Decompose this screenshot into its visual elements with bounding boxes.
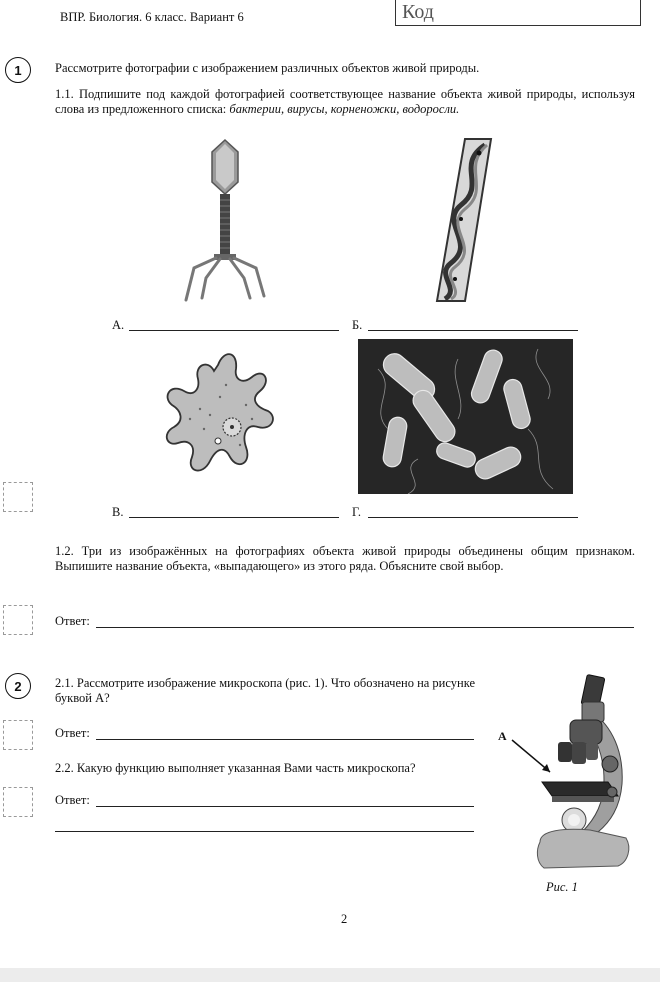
score-box-2-1[interactable] (3, 720, 33, 750)
score-box-2-2[interactable] (3, 787, 33, 817)
algae-image (425, 135, 505, 305)
answer-line-2-2a[interactable] (96, 806, 474, 807)
score-box-1-2[interactable] (3, 605, 33, 635)
microscope-image (500, 672, 640, 877)
label-v: В. (112, 505, 124, 519)
question-1-number: 1 (5, 57, 31, 83)
answer-line-1-2[interactable] (96, 627, 634, 628)
page-bottom-edge (0, 968, 660, 982)
label-b: Б. (352, 318, 363, 332)
task-1-1-words: бактерии, вирусы, корненожки, водоросли. (229, 102, 460, 116)
answer-line-b[interactable] (368, 330, 578, 331)
task-1-1-text (55, 87, 635, 117)
answer-label-2-1: Ответ: (55, 726, 90, 740)
pointer-letter-a: А (498, 729, 507, 743)
label-a: А. (112, 318, 125, 332)
code-box[interactable] (395, 0, 641, 26)
page-number: 2 (341, 912, 348, 926)
question-2-number: 2 (5, 673, 31, 699)
answer-line-2-2b[interactable] (55, 831, 474, 832)
header-title: ВПР. Биология. 6 класс. Вариант 6 (60, 10, 244, 24)
task-2-1-text: 2.1. Рассмотрите изображение микроскопа (рис. 1). Что обозначено на рисунке буквой А? (55, 676, 476, 705)
answer-line-2-1[interactable] (96, 739, 474, 740)
score-box-1-1[interactable] (3, 482, 33, 512)
amoeba-image (160, 345, 280, 485)
answer-label-2-2: Ответ: (55, 793, 90, 807)
answer-label-1-2: Ответ: (55, 614, 90, 628)
bacteria-photo (358, 339, 573, 494)
task-1-1-prefix: 1.1. Подпишите под каждой фотографией соответствующее название объекта живой природы, используя слова из предложенного списка: (55, 87, 635, 116)
code-label: Код (402, 1, 434, 23)
answer-line-g[interactable] (368, 517, 578, 518)
label-g: Г. (352, 505, 361, 519)
answer-line-a[interactable] (129, 330, 339, 331)
task-1-2-text: 1.2. Три из изображённых на фотографиях объекта живой природы объединены общим признаком. Выпишите название объекта, «выпадающего» из этого ряда. Объясните свой выбор. (55, 544, 635, 573)
task-2-2-text: 2.2. Какую функцию выполняет указанная Вами часть микроскопа? (55, 761, 416, 775)
answer-line-v[interactable] (129, 517, 339, 518)
figure-caption: Рис. 1 (546, 880, 578, 894)
question-1-intro: Рассмотрите фотографии с изображением различных объектов живой природы. (55, 61, 480, 75)
bacteriophage-image (180, 138, 270, 303)
